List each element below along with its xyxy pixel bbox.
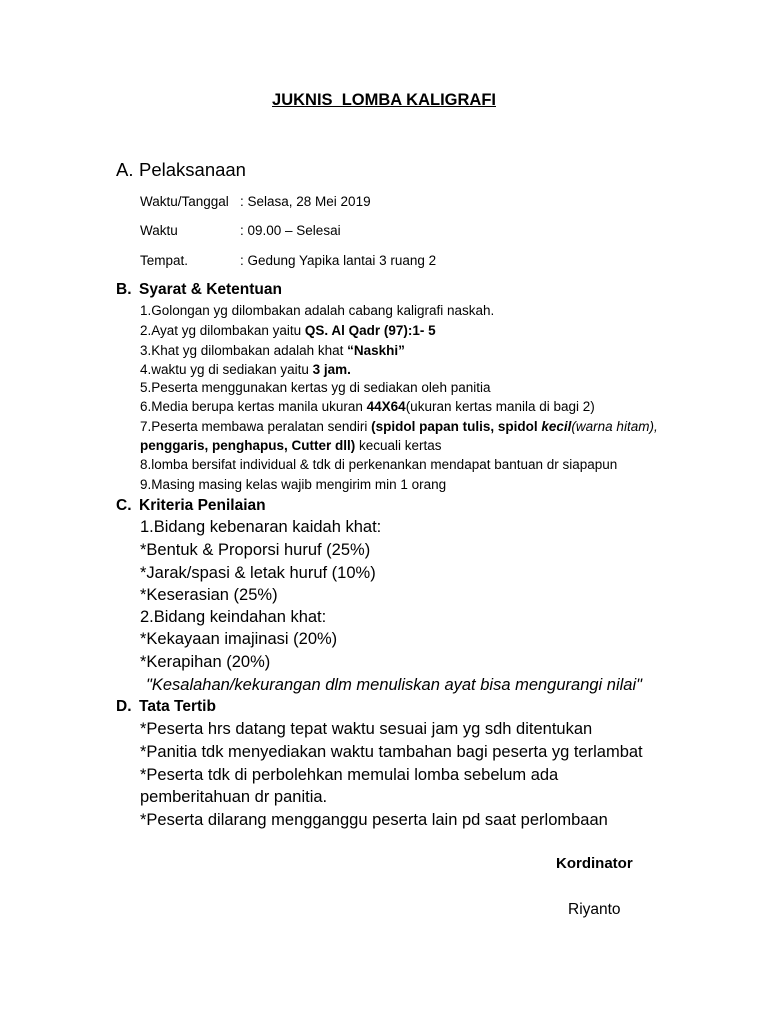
rule-item-7-except: kecuali kertas — [355, 438, 442, 453]
section-d-letter: D. — [116, 698, 132, 715]
rule-item-6-text: 6.Media berupa kertas manila ukuran — [140, 399, 367, 414]
rule-item-1 — [140, 301, 494, 321]
criteria-line-4: *Keserasian (25%) — [140, 586, 278, 604]
rule-item-7-continued — [140, 436, 442, 456]
rule-item-2-text: 2.Ayat yg dilombakan yaitu — [140, 323, 305, 338]
criteria-note: "Kesalahan/kekurangan dlm menuliskan ayat bisa mengurangi nilai" — [146, 676, 643, 694]
schedule-value-date: : Selasa, 28 Mei 2019 — [240, 194, 371, 209]
rule-item-5-text: 5.Peserta menggunakan kertas yg di sediakan oleh panitia — [140, 380, 491, 395]
rule-item-3-text: 3.Khat yg dilombakan adalah khat — [140, 343, 348, 358]
schedule-label-time: Waktu — [140, 223, 178, 238]
rule-item-6-size: 44X64 — [366, 399, 406, 414]
conduct-line-1: *Peserta hrs datang tepat waktu sesuai jam yg sdh ditentukan — [140, 720, 593, 738]
section-d-heading — [116, 697, 216, 717]
section-c-heading — [116, 496, 266, 516]
section-b-heading — [116, 280, 282, 300]
rule-item-7-color: (warna hitam), — [571, 419, 658, 434]
schedule-value-time: : 09.00 – Selesai — [240, 223, 341, 238]
section-c-letter: C. — [116, 497, 132, 514]
schedule-label-place: Tempat. — [140, 253, 189, 268]
section-b-title: Syarat & Ketentuan — [139, 281, 282, 298]
rule-item-9 — [140, 475, 446, 495]
rule-item-2 — [140, 321, 436, 341]
signature-role: Kordinator — [556, 855, 633, 872]
section-a-heading — [116, 158, 246, 182]
section-c-title: Kriteria Penilaian — [139, 497, 266, 514]
rule-item-8 — [140, 455, 617, 475]
schedule-row-date — [140, 192, 371, 212]
criteria-line-2: *Bentuk & Proporsi huruf (25%) — [140, 541, 371, 559]
criteria-line-5: 2.Bidang keindahan khat: — [140, 608, 327, 626]
rule-item-7-tools: (spidol papan tulis, spidol — [371, 419, 542, 434]
rule-item-8-text: 8.lomba bersifat individual & tdk di perkenankan mendapat bantuan dr siapapun — [140, 457, 618, 472]
criteria-line-3: *Jarak/spasi & letak huruf (10%) — [140, 564, 376, 582]
schedule-value-place: : Gedung Yapika lantai 3 ruang 2 — [240, 253, 437, 268]
schedule-row-place — [140, 251, 436, 271]
rule-item-6-note: (ukuran kertas manila di bagi 2) — [405, 399, 595, 414]
conduct-line-3: *Peserta tdk di perbolehkan memulai lomba sebelum ada — [140, 766, 559, 784]
schedule-label-date: Waktu/Tanggal — [140, 194, 229, 209]
rule-item-7-tools-more: penggaris, penghapus, Cutter dll) — [140, 438, 356, 453]
document-title: JUKNIS LOMBA KALIGRAFI — [272, 91, 496, 109]
rule-item-5 — [140, 378, 490, 398]
rule-item-4-duration: 3 jam. — [312, 362, 351, 377]
conduct-line-2: *Panitia tdk menyediakan waktu tambahan bagi peserta yg terlambat — [140, 743, 643, 761]
rule-item-2-verse: QS. Al Qadr (97):1- 5 — [304, 323, 436, 338]
section-d-title: Tata Tertib — [139, 698, 216, 715]
rule-item-6 — [140, 397, 595, 417]
section-b-letter: B. — [116, 281, 132, 298]
rule-item-3 — [140, 341, 405, 361]
criteria-line-7: *Kerapihan (20%) — [140, 653, 271, 671]
schedule-row-time — [140, 221, 341, 241]
criteria-line-1: 1.Bidang kebenaran kaidah khat: — [140, 518, 382, 536]
section-a-title: Pelaksanaan — [139, 159, 246, 180]
rule-item-3-khat: “Naskhi” — [347, 343, 405, 358]
criteria-line-6: *Kekayaan imajinasi (20%) — [140, 630, 338, 648]
rule-item-9-text: 9.Masing masing kelas wajib mengirim min 1 orang — [140, 477, 447, 492]
rule-item-7-small: kecil — [541, 419, 572, 434]
rule-item-4-text: 4.waktu yg di sediakan yaitu — [140, 362, 313, 377]
conduct-line-4: pemberitahuan dr panitia. — [140, 788, 328, 806]
rule-item-7-text: 7.Peserta membawa peralatan sendiri — [140, 419, 372, 434]
signature-name: Riyanto — [568, 901, 621, 918]
rule-item-7 — [140, 417, 658, 437]
section-a-letter: A. — [116, 159, 134, 180]
conduct-line-5: *Peserta dilarang mengganggu peserta lain pd saat perlombaan — [140, 811, 608, 829]
rule-item-4 — [140, 360, 351, 380]
rule-item-1-text: 1.Golongan yg dilombakan adalah cabang kaligrafi naskah. — [140, 303, 495, 318]
